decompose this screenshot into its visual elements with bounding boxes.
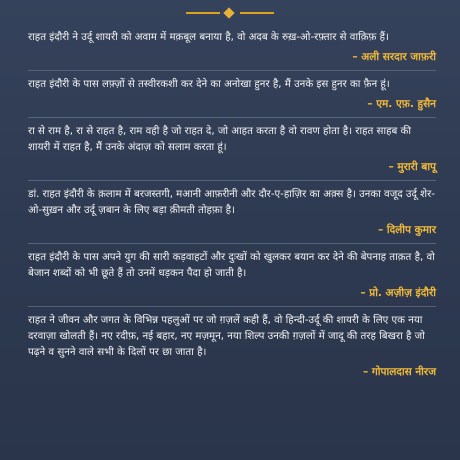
quote-text: डां. राहत इंदौरी के क़लाम में बरजस्तगी, मआनी आफ़रीनी और दौर-ए-हाज़िर का अक़्स है। उनका वजूद उर्दू शेर-ओ-सुख़न और उर्दू ज़बान के लिए बड़ा क़ीमती तोहफ़ा है। [28,189,435,216]
quote-block [28,187,436,238]
quote-divider [28,306,436,307]
quotes-list [28,30,436,380]
quote-author: – अली सरदार जाफ़री [352,51,436,63]
quote-text: रा से राम है, रा से राहत है, राम वही है जो राहत दे, जो आहत करता है वो रावण होता है। राहत साहब की शायरी में राहत है, मैं उनके अंदाज़ को सलाम करता हूं। [28,126,412,153]
decorative-ornament [186,8,274,18]
quote-author: – एम. एफ़. हुसैन [367,98,436,110]
quote-author: – दिलीप कुमार [377,224,436,236]
quote-text: राहत इंदौरी के पास लफ़्ज़ों से तस्वीरकशी कर देने का अनोखा हुनर है, मैं उनके इस हुनर का फ़ैन हूं। [28,79,390,90]
quote-divider [28,70,436,71]
ornament-diamond-icon [223,7,234,18]
quote-author: – मुरारी बापू [388,161,436,173]
ornament-line-left [186,12,220,14]
quote-block [28,77,436,112]
quote-text: राहत इंदौरी ने उर्दू शायरी को अवाम में मक़बूल बनाया है, वो अदब के रुख़-ओ-रफ़्तार से वाक़िफ़ हैं। [28,32,389,43]
ornament-line-right [240,12,274,14]
quote-author: – प्रो. अज़ीज़ इंदौरी [360,287,436,299]
quote-block [28,313,436,380]
quote-block [28,124,436,175]
quote-divider [28,180,436,181]
quote-divider [28,243,436,244]
quote-block [28,30,436,65]
quote-divider [28,117,436,118]
quote-text: राहत ने जीवन और जगत के विभिन्न पहलुओं पर जो ग़ज़लें कही हैं, वो हिन्दी-उर्दू की शायरी के लिए एक नया दरवाज़ा खोलती हैं। नए रदीफ़, नई बहार, नए मज़मून, नया शिल्प उनकी ग़ज़लों में जादू की तरह बिखरा है जो पढ़ने व सुनने वाले सभी के दिलों पर छा जाता है। [28,315,425,358]
quote-block [28,250,436,301]
quote-author: – गोपालदास नीरज [362,366,436,378]
quote-text: राहत इंदौरी के पास अपने युग की सारी कड़वाहटों और दुःखों को खुलकर बयान कर देने की बेपनाह ताक़त है, वो बेजान शब्दों को भी छूते हैं तो उनमें धड़कन पैदा हो जाती है। [28,252,435,279]
